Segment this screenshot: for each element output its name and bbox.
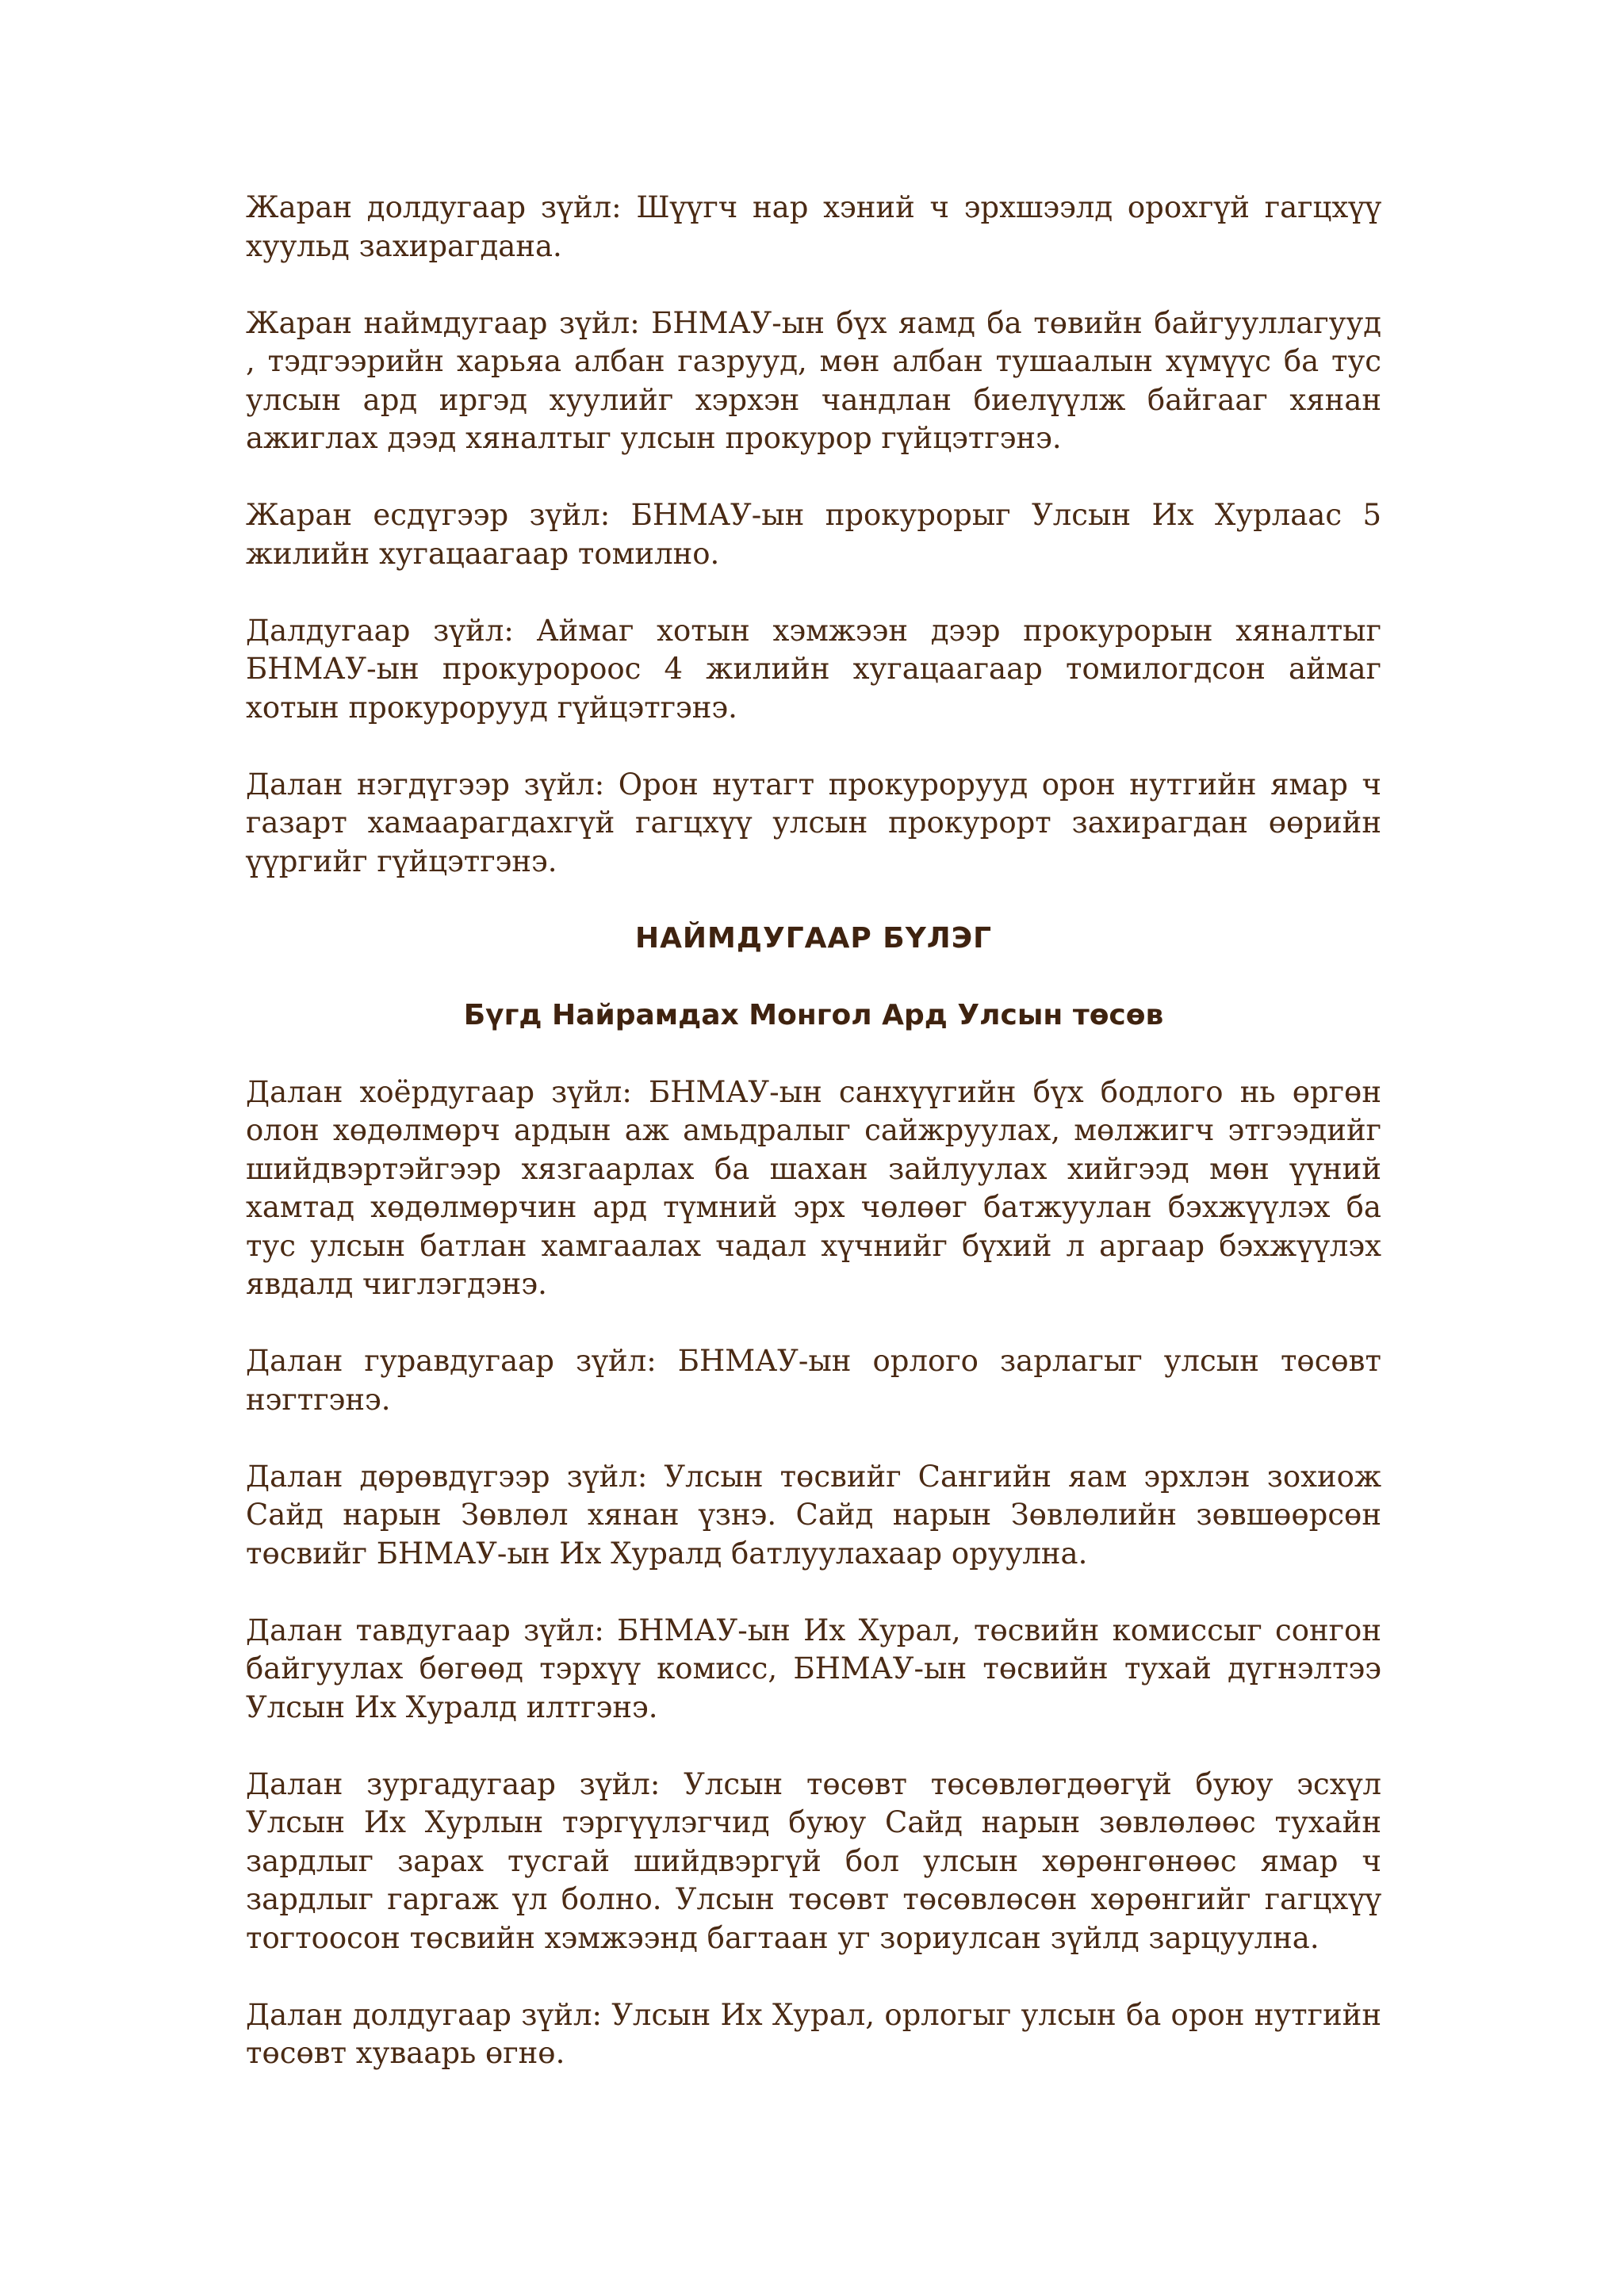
chapter-heading: НАЙМДУГААР БҮЛЭГ xyxy=(634,921,993,955)
article-72-paragraph: Далан хоёрдугаар зүйл: БНМАУ-ын санхүүгийн бүх бодлого нь өргөн олон хөдөлмөрч ардын аж амьдралыг сайжруулах, мөлжигч этгээдийг шийдвэртэйгээр хязгаарлах ба шахан зайлуулах хийгээд мөн үүний хамтад хөдөлмөрчин ард түмний эрх чөлөөг батжуулан бэхжүүлэх ба тус улсын батлан хамгаалах чадал хүчнийг бүхий л аргаар бэхжүүлэх явдалд чиглэгдэнэ. xyxy=(246,1074,1381,1301)
chapter-title: Бүгд Найрамдах Монгол Ард Улсын төсөв xyxy=(463,998,1164,1031)
document-body xyxy=(246,189,1381,2073)
article-71-paragraph: Далан нэгдүгээр зүйл: Орон нутагт прокурорууд орон нутгийн ямар ч газарт хамаарагдахгүй гагцхүү улсын прокурорт захирагдан өөрийн үүргийг гүйцэтгэнэ. xyxy=(246,767,1381,878)
article-76-paragraph: Далан зургадугаар зүйл: Улсын төсөвт төсөвлөгдөөгүй буюу эсхүл Улсын Их Хурлын тэргүүлэгчид буюу Сайд нарын зөвлөлөөс тухайн зардлыг зарах тусгай шийдвэргүй бол улсын хөрөнгөнөөс ямар ч зардлыг гаргаж үл болно. Улсын төсөвт төсөвлөсөн хөрөнгийг гагцхүү тогтоосон төсвийн хэмжээнд багтаан уг зориулсан зүйлд зарцуулна. xyxy=(246,1766,1381,1955)
article-67-paragraph: Жаран долдугаар зүйл: Шүүгч нар хэний ч эрхшээлд орохгүй гагцхүү хуульд захирагдана. xyxy=(246,190,1381,263)
article-75-paragraph: Далан тавдугаар зүйл: БНМАУ-ын Их Хурал, төсвийн комиссыг сонгон байгуулах бөгөөд тэрхүү комисс, БНМАУ-ын төсвийн тухай дүгнэлтээ Улсын Их Хуралд илтгэнэ. xyxy=(246,1613,1381,1724)
article-69-paragraph: Жаран есдүгээр зүйл: БНМАУ-ын прокурорыг Улсын Их Хурлаас 5 жилийн хугацаагаар томилно. xyxy=(246,498,1381,571)
article-70-paragraph: Далдугаар зүйл: Аймаг хотын хэмжээн дээр прокурорын хяналтыг БНМАУ-ын прокуророос 4 жилийн хугацаагаар томилогдсон аймаг хотын прокурорууд гүйцэтгэнэ. xyxy=(246,613,1381,725)
article-68-paragraph: Жаран наймдугаар зүйл: БНМАУ-ын бүх яамд ба төвийн байгууллагууд , тэдгээрийн харьяа албан газрууд, мөн албан тушаалын хүмүүс ба тус улсын ард иргэд хуулийг хэрхэн чандлан биелүүлж байгааг хянан ажиглах дээд хяналтыг улсын прокурор гүйцэтгэнэ. xyxy=(246,305,1381,455)
article-74-paragraph: Далан дөрөвдүгээр зүйл: Улсын төсвийг Сангийн яам эрхлэн зохиож Сайд нарын Зөвлөл хянан үзнэ. Сайд нарын Зөвлөлийн зөвшөөрсөн төсвийг БНМАУ-ын Их Хуралд батлуулахаар оруулна. xyxy=(246,1459,1381,1571)
article-73-paragraph: Далан гуравдугаар зүйл: БНМАУ-ын орлого зарлагыг улсын төсөвт нэгтгэнэ. xyxy=(246,1344,1381,1417)
article-77-paragraph: Далан долдугаар зүйл: Улсын Их Хурал, орлогыг улсын ба орон нутгийн төсөвт хуваарь өгнө. xyxy=(246,1997,1381,2070)
